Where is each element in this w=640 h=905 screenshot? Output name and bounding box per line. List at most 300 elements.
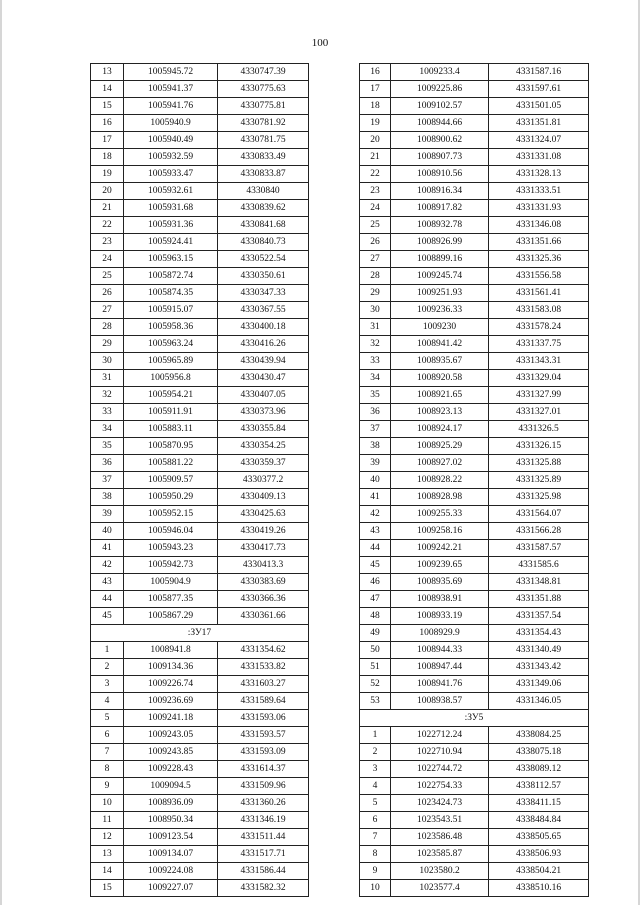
table-row [91, 659, 309, 676]
y-coordinate-cell: 4330367.55 [218, 302, 309, 319]
y-coordinate-cell: 4338505.65 [489, 829, 589, 846]
y-coordinate-cell: 4330413.3 [218, 557, 309, 574]
x-coordinate-cell: 1005940.49 [124, 132, 218, 149]
table-row [360, 761, 589, 778]
y-coordinate-cell: 4331337.75 [489, 336, 589, 353]
page-number: 100 [311, 37, 329, 49]
y-coordinate-cell: 4330775.81 [218, 98, 309, 115]
y-coordinate-cell: 4331587.57 [489, 540, 589, 557]
point-number-cell: 15 [91, 880, 124, 897]
x-coordinate-cell: 1005958.36 [124, 319, 218, 336]
y-coordinate-cell: 4330377.2 [218, 472, 309, 489]
y-coordinate-cell: 4331346.08 [489, 217, 589, 234]
point-number-cell: 3 [91, 676, 124, 693]
x-coordinate-cell: 1005946.04 [124, 523, 218, 540]
point-number-cell: 8 [91, 761, 124, 778]
right-coordinates-table [359, 63, 589, 897]
point-number-cell: 29 [360, 285, 391, 302]
y-coordinate-cell: 4331325.36 [489, 251, 589, 268]
point-number-cell: 41 [360, 489, 391, 506]
table-row [91, 795, 309, 812]
x-coordinate-cell: 1005952.15 [124, 506, 218, 523]
y-coordinate-cell: 4331593.09 [218, 744, 309, 761]
table-row [91, 438, 309, 455]
point-number-cell: 2 [360, 744, 391, 761]
table-row [91, 166, 309, 183]
x-coordinate-cell: 1009134.36 [124, 659, 218, 676]
y-coordinate-cell: 4331343.42 [489, 659, 589, 676]
x-coordinate-cell: 1008935.67 [391, 353, 489, 370]
table-row [91, 115, 309, 132]
x-coordinate-cell: 1009241.18 [124, 710, 218, 727]
table-row [360, 591, 589, 608]
table-row [360, 268, 589, 285]
table-row [360, 64, 589, 81]
point-number-cell: 42 [360, 506, 391, 523]
table-row [91, 812, 309, 829]
point-number-cell: 7 [91, 744, 124, 761]
y-coordinate-cell: 4330383.69 [218, 574, 309, 591]
point-number-cell: 16 [91, 115, 124, 132]
table-row [91, 693, 309, 710]
y-coordinate-cell: 4331582.32 [218, 880, 309, 897]
point-number-cell: 9 [91, 778, 124, 795]
point-number-cell: 1 [91, 642, 124, 659]
table-row [91, 319, 309, 336]
y-coordinate-cell: 4330833.87 [218, 166, 309, 183]
table-row [91, 302, 309, 319]
point-number-cell: 46 [360, 574, 391, 591]
point-number-cell: 23 [360, 183, 391, 200]
table-row [91, 268, 309, 285]
table-row [91, 234, 309, 251]
y-coordinate-cell: 4331340.49 [489, 642, 589, 659]
y-coordinate-cell: 4331585.6 [489, 557, 589, 574]
y-coordinate-cell: 4331561.41 [489, 285, 589, 302]
y-coordinate-cell: 4331343.31 [489, 353, 589, 370]
x-coordinate-cell: 1009243.85 [124, 744, 218, 761]
point-number-cell: 36 [360, 404, 391, 421]
point-number-cell: 24 [360, 200, 391, 217]
point-number-cell: 37 [360, 421, 391, 438]
table-row [360, 98, 589, 115]
y-coordinate-cell: 4331346.19 [218, 812, 309, 829]
y-coordinate-cell: 4330419.26 [218, 523, 309, 540]
y-coordinate-cell: 4338510.16 [489, 880, 589, 897]
x-coordinate-cell: 1009134.07 [124, 846, 218, 863]
table-row [91, 540, 309, 557]
y-coordinate-cell: 4331351.66 [489, 234, 589, 251]
table-row [360, 863, 589, 880]
x-coordinate-cell: 1005931.68 [124, 200, 218, 217]
x-coordinate-cell: 1008899.16 [391, 251, 489, 268]
point-number-cell: 25 [91, 268, 124, 285]
table-row [91, 506, 309, 523]
point-number-cell: 51 [360, 659, 391, 676]
y-coordinate-cell: 4331329.04 [489, 370, 589, 387]
point-number-cell: 44 [360, 540, 391, 557]
x-coordinate-cell: 1008938.57 [391, 693, 489, 710]
y-coordinate-cell: 4338484.84 [489, 812, 589, 829]
x-coordinate-cell: 1009251.93 [391, 285, 489, 302]
x-coordinate-cell: 1009242.21 [391, 540, 489, 557]
x-coordinate-cell: 1009243.05 [124, 727, 218, 744]
y-coordinate-cell: 4331346.05 [489, 693, 589, 710]
x-coordinate-cell: 1005963.15 [124, 251, 218, 268]
y-coordinate-cell: 4331583.08 [489, 302, 589, 319]
x-coordinate-cell: 1009236.33 [391, 302, 489, 319]
point-number-cell: 35 [360, 387, 391, 404]
point-number-cell: 26 [360, 234, 391, 251]
table-row [91, 829, 309, 846]
table-row [91, 353, 309, 370]
x-coordinate-cell: 1005941.76 [124, 98, 218, 115]
point-number-cell: 53 [360, 693, 391, 710]
table-row [91, 591, 309, 608]
point-number-cell: 52 [360, 676, 391, 693]
point-number-cell: 11 [91, 812, 124, 829]
point-number-cell: 20 [91, 183, 124, 200]
y-coordinate-cell: 4331603.27 [218, 676, 309, 693]
y-coordinate-cell: 4331533.82 [218, 659, 309, 676]
table-row [91, 676, 309, 693]
table-row [360, 234, 589, 251]
table-row [91, 863, 309, 880]
point-number-cell: 43 [360, 523, 391, 540]
x-coordinate-cell: 1008928.98 [391, 489, 489, 506]
x-coordinate-cell: 1005954.21 [124, 387, 218, 404]
x-coordinate-cell: 1005881.22 [124, 455, 218, 472]
table-row [91, 846, 309, 863]
table-row [360, 81, 589, 98]
x-coordinate-cell: 1008936.09 [124, 795, 218, 812]
point-number-cell: 33 [91, 404, 124, 421]
y-coordinate-cell: 4330840 [218, 183, 309, 200]
y-coordinate-cell: 4338089.12 [489, 761, 589, 778]
y-coordinate-cell: 4330361.66 [218, 608, 309, 625]
table-row [91, 642, 309, 659]
point-number-cell: 15 [91, 98, 124, 115]
y-coordinate-cell: 4331357.54 [489, 608, 589, 625]
x-coordinate-cell: 1022744.72 [391, 761, 489, 778]
point-number-cell: 30 [360, 302, 391, 319]
y-coordinate-cell: 4330840.73 [218, 234, 309, 251]
y-coordinate-cell: 4330359.37 [218, 455, 309, 472]
y-coordinate-cell: 4330355.84 [218, 421, 309, 438]
x-coordinate-cell: 1005950.29 [124, 489, 218, 506]
table-row [91, 574, 309, 591]
table-row [360, 727, 589, 744]
point-number-cell: 5 [360, 795, 391, 812]
x-coordinate-cell: 1009255.33 [391, 506, 489, 523]
x-coordinate-cell: 1009230 [391, 319, 489, 336]
table-row [360, 693, 589, 710]
point-number-cell: 27 [91, 302, 124, 319]
x-coordinate-cell: 1005874.35 [124, 285, 218, 302]
point-number-cell: 7 [360, 829, 391, 846]
table-row [360, 489, 589, 506]
x-coordinate-cell: 1009239.65 [391, 557, 489, 574]
x-coordinate-cell: 1008935.69 [391, 574, 489, 591]
table-row [91, 183, 309, 200]
x-coordinate-cell: 1009225.86 [391, 81, 489, 98]
table-row [360, 625, 589, 642]
y-coordinate-cell: 4330775.63 [218, 81, 309, 98]
table-row [91, 149, 309, 166]
y-coordinate-cell: 4330430.47 [218, 370, 309, 387]
y-coordinate-cell: 4331351.81 [489, 115, 589, 132]
x-coordinate-cell: 1008925.29 [391, 438, 489, 455]
x-coordinate-cell: 1005965.89 [124, 353, 218, 370]
y-coordinate-cell: 4338411.15 [489, 795, 589, 812]
point-number-cell: 6 [360, 812, 391, 829]
x-coordinate-cell: 1005963.24 [124, 336, 218, 353]
y-coordinate-cell: 4331348.81 [489, 574, 589, 591]
x-coordinate-cell: 1005877.35 [124, 591, 218, 608]
point-number-cell: 17 [91, 132, 124, 149]
y-coordinate-cell: 4331597.61 [489, 81, 589, 98]
y-coordinate-cell: 4331586.44 [218, 863, 309, 880]
x-coordinate-cell: 1009233.4 [391, 64, 489, 81]
section-header-row [360, 710, 589, 727]
point-number-cell: 13 [91, 846, 124, 863]
x-coordinate-cell: 1009123.54 [124, 829, 218, 846]
point-number-cell: 45 [360, 557, 391, 574]
table-row [91, 98, 309, 115]
table-row [360, 370, 589, 387]
point-number-cell: 25 [360, 217, 391, 234]
y-coordinate-cell: 4331326.5 [489, 421, 589, 438]
y-coordinate-cell: 4338075.18 [489, 744, 589, 761]
y-coordinate-cell: 4331593.57 [218, 727, 309, 744]
x-coordinate-cell: 1008944.66 [391, 115, 489, 132]
table-row [360, 438, 589, 455]
section-header-row [91, 625, 309, 642]
x-coordinate-cell: 1008907.73 [391, 149, 489, 166]
y-coordinate-cell: 4338084.25 [489, 727, 589, 744]
table-row [91, 608, 309, 625]
y-coordinate-cell: 4330781.92 [218, 115, 309, 132]
y-coordinate-cell: 4330781.75 [218, 132, 309, 149]
point-number-cell: 18 [360, 98, 391, 115]
point-number-cell: 22 [360, 166, 391, 183]
x-coordinate-cell: 1005867.29 [124, 608, 218, 625]
table-row [360, 455, 589, 472]
y-coordinate-cell: 4330425.63 [218, 506, 309, 523]
table-row [360, 115, 589, 132]
point-number-cell: 32 [360, 336, 391, 353]
x-coordinate-cell: 1005956.8 [124, 370, 218, 387]
table-row [91, 523, 309, 540]
point-number-cell: 44 [91, 591, 124, 608]
x-coordinate-cell: 1008920.58 [391, 370, 489, 387]
table-row [360, 251, 589, 268]
y-coordinate-cell: 4338112.57 [489, 778, 589, 795]
point-number-cell: 39 [360, 455, 391, 472]
y-coordinate-cell: 4330354.25 [218, 438, 309, 455]
x-coordinate-cell: 1005909.57 [124, 472, 218, 489]
y-coordinate-cell: 4331501.05 [489, 98, 589, 115]
table-row [360, 880, 589, 897]
point-number-cell: 39 [91, 506, 124, 523]
point-number-cell: 23 [91, 234, 124, 251]
y-coordinate-cell: 4331509.96 [218, 778, 309, 795]
table-row [360, 557, 589, 574]
table-row [360, 540, 589, 557]
table-row [360, 659, 589, 676]
point-number-cell: 43 [91, 574, 124, 591]
table-row [360, 319, 589, 336]
x-coordinate-cell: 1009258.16 [391, 523, 489, 540]
x-coordinate-cell: 1008928.22 [391, 472, 489, 489]
point-number-cell: 48 [360, 608, 391, 625]
point-number-cell: 41 [91, 540, 124, 557]
table-row [91, 404, 309, 421]
y-coordinate-cell: 4330373.96 [218, 404, 309, 421]
point-number-cell: 4 [91, 693, 124, 710]
point-number-cell: 28 [91, 319, 124, 336]
point-number-cell: 27 [360, 251, 391, 268]
table-row [91, 744, 309, 761]
point-number-cell: 20 [360, 132, 391, 149]
y-coordinate-cell: 4331587.16 [489, 64, 589, 81]
point-number-cell: 19 [360, 115, 391, 132]
y-coordinate-cell: 4338504.21 [489, 863, 589, 880]
x-coordinate-cell: 1009245.74 [391, 268, 489, 285]
y-coordinate-cell: 4330366.36 [218, 591, 309, 608]
x-coordinate-cell: 1008941.76 [391, 676, 489, 693]
x-coordinate-cell: 1023585.87 [391, 846, 489, 863]
table-row [91, 387, 309, 404]
point-number-cell: 21 [91, 200, 124, 217]
x-coordinate-cell: 1022754.33 [391, 778, 489, 795]
table-row [360, 523, 589, 540]
table-row [360, 829, 589, 846]
table-row [360, 132, 589, 149]
table-row [360, 812, 589, 829]
table-row [360, 574, 589, 591]
point-number-cell: 30 [91, 353, 124, 370]
point-number-cell: 38 [91, 489, 124, 506]
x-coordinate-cell: 1008947.44 [391, 659, 489, 676]
point-number-cell: 12 [91, 829, 124, 846]
x-coordinate-cell: 1005945.72 [124, 64, 218, 81]
table-row [91, 285, 309, 302]
y-coordinate-cell: 4330347.33 [218, 285, 309, 302]
table-row [360, 846, 589, 863]
table-row [91, 880, 309, 897]
table-row [360, 506, 589, 523]
point-number-cell: 45 [91, 608, 124, 625]
point-number-cell: 50 [360, 642, 391, 659]
y-coordinate-cell: 4331328.13 [489, 166, 589, 183]
x-coordinate-cell: 1009227.07 [124, 880, 218, 897]
x-coordinate-cell: 1023586.48 [391, 829, 489, 846]
x-coordinate-cell: 1005941.37 [124, 81, 218, 98]
y-coordinate-cell: 4331325.89 [489, 472, 589, 489]
x-coordinate-cell: 1005931.36 [124, 217, 218, 234]
table-row [360, 302, 589, 319]
point-number-cell: 36 [91, 455, 124, 472]
point-number-cell: 31 [360, 319, 391, 336]
table-row [360, 200, 589, 217]
x-coordinate-cell: 1005940.9 [124, 115, 218, 132]
x-coordinate-cell: 1005943.23 [124, 540, 218, 557]
x-coordinate-cell: 1009102.57 [391, 98, 489, 115]
y-coordinate-cell: 4331351.88 [489, 591, 589, 608]
x-coordinate-cell: 1005904.9 [124, 574, 218, 591]
point-number-cell: 17 [360, 81, 391, 98]
x-coordinate-cell: 1005872.74 [124, 268, 218, 285]
x-coordinate-cell: 1009236.69 [124, 693, 218, 710]
table-row [91, 251, 309, 268]
y-coordinate-cell: 4330350.61 [218, 268, 309, 285]
y-coordinate-cell: 4330839.62 [218, 200, 309, 217]
y-coordinate-cell: 4330417.73 [218, 540, 309, 557]
table-row [91, 421, 309, 438]
table-row [91, 132, 309, 149]
table-row [91, 455, 309, 472]
x-coordinate-cell: 1009094.5 [124, 778, 218, 795]
table-row [91, 778, 309, 795]
x-coordinate-cell: 1008929.9 [391, 625, 489, 642]
y-coordinate-cell: 4331614.37 [218, 761, 309, 778]
point-number-cell: 31 [91, 370, 124, 387]
y-coordinate-cell: 4338506.93 [489, 846, 589, 863]
x-coordinate-cell: 1008910.56 [391, 166, 489, 183]
table-row [360, 149, 589, 166]
point-number-cell: 29 [91, 336, 124, 353]
y-coordinate-cell: 4330407.05 [218, 387, 309, 404]
y-coordinate-cell: 4330522.54 [218, 251, 309, 268]
y-coordinate-cell: 4330833.49 [218, 149, 309, 166]
x-coordinate-cell: 1008917.82 [391, 200, 489, 217]
table-row [360, 795, 589, 812]
x-coordinate-cell: 1008921.65 [391, 387, 489, 404]
point-number-cell: 16 [360, 64, 391, 81]
point-number-cell: 4 [360, 778, 391, 795]
y-coordinate-cell: 4331593.06 [218, 710, 309, 727]
x-coordinate-cell: 1005932.61 [124, 183, 218, 200]
table-row [91, 489, 309, 506]
table-row [91, 64, 309, 81]
table-row [360, 336, 589, 353]
point-number-cell: 3 [360, 761, 391, 778]
y-coordinate-cell: 4330400.18 [218, 319, 309, 336]
point-number-cell: 1 [360, 727, 391, 744]
x-coordinate-cell: 1005870.95 [124, 438, 218, 455]
point-number-cell: 10 [91, 795, 124, 812]
x-coordinate-cell: 1005942.73 [124, 557, 218, 574]
point-number-cell: 47 [360, 591, 391, 608]
point-number-cell: 8 [360, 846, 391, 863]
point-number-cell: 38 [360, 438, 391, 455]
y-coordinate-cell: 4331324.07 [489, 132, 589, 149]
section-header: :ЗУ5 [360, 710, 589, 727]
point-number-cell: 13 [91, 64, 124, 81]
scan-left-edge [0, 0, 2, 905]
x-coordinate-cell: 1008933.19 [391, 608, 489, 625]
x-coordinate-cell: 1008941.8 [124, 642, 218, 659]
y-coordinate-cell: 4331325.98 [489, 489, 589, 506]
point-number-cell: 19 [91, 166, 124, 183]
table-row [91, 217, 309, 234]
table-row [360, 472, 589, 489]
point-number-cell: 34 [360, 370, 391, 387]
left-coordinates-table [90, 63, 309, 897]
x-coordinate-cell: 1023543.51 [391, 812, 489, 829]
x-coordinate-cell: 1022710.94 [391, 744, 489, 761]
